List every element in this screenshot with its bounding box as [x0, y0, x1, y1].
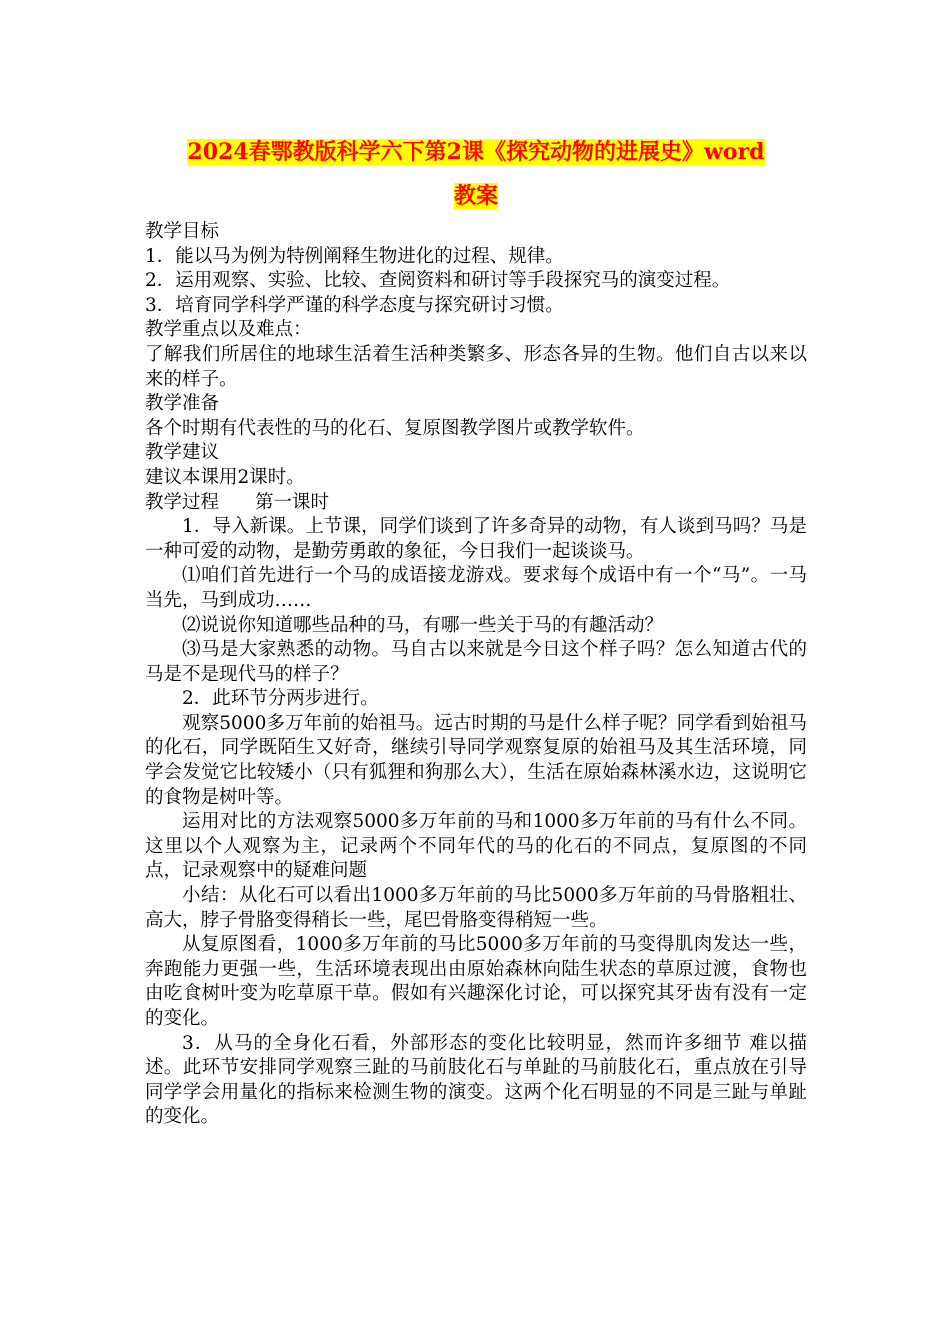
lesson-label: 第一课时: [255, 491, 330, 513]
body-paragraph-1: 1．导入新课。上节课，同学们谈到了许多奇异的动物，有人谈到马吗？马是一种可爱的动物，是勤劳勇敢的象征，今日我们一起谈谈马。: [145, 516, 807, 562]
objective-item-3: 3．培育同学科学严谨的科学态度与探究研讨习惯。: [145, 294, 564, 316]
preparation-text: 各个时期有代表性的马的化石、复原图教学图片或教学软件。: [145, 417, 645, 439]
process-label: 教学过程: [145, 491, 220, 513]
key-points-text: 了解我们所居住的地球生活着生活种类繁多、形态各异的生物。他们自古以来以来的样子。: [145, 343, 807, 390]
section-heading-suggestion: 教学建议: [145, 442, 220, 464]
body-paragraph-4: ⑶马是大家熟悉的动物。马自古以来就是今日这个样子吗？怎么知道古代的马是不是现代马的样子？: [145, 639, 807, 685]
body-paragraph-3: ⑵说说你知道哪些品种的马，有哪一些关于马的有趣活动？: [182, 614, 664, 636]
body-paragraph-7: 运用对比的方法观察5000多万年前的马和1000多万年前的马有什么不同。这里以个人观察为主，记录两个不同年代的马的化石的不同点，复原图的不同点，记录观察中的疑难问题: [145, 811, 807, 882]
body-paragraph-5: 2．此环节分两步进行。: [182, 688, 379, 710]
body-paragraph-6: 观察5000多万年前的始祖马。远古时期的马是什么样子呢？同学看到始祖马的化石，同学既陌生又好奇，继续引导同学观察复原的始祖马及其生活环境，同学会发觉它比较矮小（只有狐狸和狗那么大），生活在原始森林溪水边，这说明它的食物是树叶等。: [145, 712, 807, 808]
title-line-1: 2024春鄂教版科学六下第2课《探究动物的进展史》word: [187, 139, 765, 165]
body-paragraph-9: 从复原图看，1000多万年前的马比5000多万年前的马变得肌肉发达一些，奔跑能力更强一些，生活环境表现出由原始森林向陆生状态的草原过渡，食物也由吃食树叶变为吃草原干草。假如有兴趣深化讨论，可以探究其牙齿有没有一定的变化。: [145, 934, 807, 1029]
objective-item-2: 2．运用观察、实验、比较、查阅资料和研讨等手段探究马的演变过程。: [145, 270, 731, 292]
body-paragraph-8: 小结：从化石可以看出1000多万年前的马比5000多万年前的马骨胳粗壮、高大，脖子骨胳变得稍长一些，尾巴骨胳变得稍短一些。: [145, 885, 807, 931]
title-line-2: 教案: [453, 183, 498, 209]
process-heading: [145, 491, 807, 516]
section-heading-key-points: 教学重点以及难点：: [145, 319, 312, 341]
section-heading-preparation: 教学准备: [145, 393, 220, 415]
document-title: [145, 130, 807, 218]
suggestion-text: 建议本课用2课时。: [145, 466, 305, 488]
section-heading-objectives: 教学目标: [145, 221, 220, 242]
body-paragraph-10: 3．从马的全身化石看，外部形态的变化比较明显，然而许多细节 难以描述。此环节安排同学观察三趾的马前肢化石与单趾的马前肢化石，重点放在引导同学学会用量化的指标来检测生物的演变。这两个化石明显的不同是三趾与单趾的变化。: [145, 1032, 807, 1128]
body-paragraph-2: ⑴咱们首先进行一个马的成语接龙游戏。要求每个成语中有一个“马”。一马当先，马到成功……: [145, 565, 807, 611]
objective-item-1: 1．能以马为例为特例阐释生物进化的过程、规律。: [145, 245, 564, 267]
document-page: [145, 130, 807, 1130]
